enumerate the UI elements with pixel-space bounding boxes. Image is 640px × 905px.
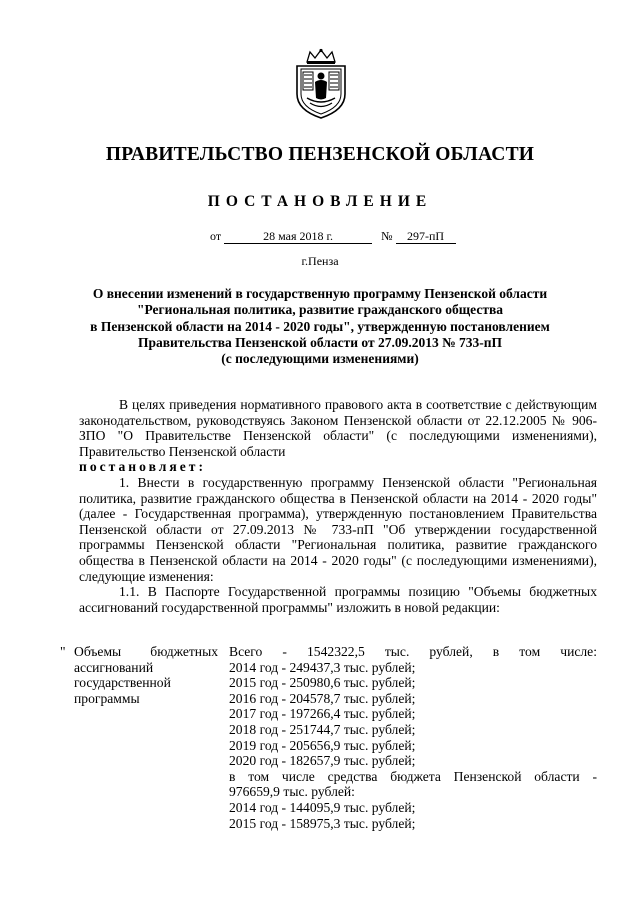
heading-line: (с последующими изменениями) — [221, 351, 419, 367]
document-type: ПОСТАНОВЛЕНИЕ — [207, 193, 433, 210]
intro-paragraph: В целях приведения нормативного правового акта в соответствие с действующим законодательством, руководствуясь Законом Пензенской области от 22.12.2005 № 906-ЗПО "О Правительстве Пензенской области" (с последующими изменениями), Правительство Пензенской области — [79, 397, 597, 459]
budget-year: 2019 год - 205656,9 тыс. рублей; — [229, 737, 416, 753]
item-1-paragraph: 1. Внести в государственную программу Пензенской области "Региональная политика, развитие гражданского общества в Пензенской области на 2014 - 2020 годы" (далее - Государственная программа), утвержденную постановлением Правительства Пензенской области от 27.09.2013 № 733-пП "Об утверждении государственной программы Пензенской области "Региональная политика, развитие гражданского общества в Пензенской области на 2014 - 2020 годы" (с последующими изменениями), следующие изменения: — [79, 474, 597, 584]
resolves-word: постановляет: — [79, 459, 206, 475]
budget-year: 2015 год - 250980,6 тыс. рублей; — [229, 675, 416, 691]
date-prefix: от — [210, 229, 222, 243]
regional-budget-line: в том числе средства бюджета Пензенской области - — [229, 768, 597, 784]
budget-year: 2014 год - 249437,3 тыс. рублей; — [229, 659, 416, 675]
heading-line: Правительства Пензенской области от 27.09.2013 № 733-пП — [137, 334, 503, 350]
document-number: 297-пП — [396, 229, 456, 244]
budget-year: 2020 год - 182657,9 тыс. рублей; — [229, 753, 416, 769]
regional-year: 2014 год - 144095,9 тыс. рублей; — [229, 799, 416, 815]
budget-label-line: Объемы бюджетных — [74, 644, 218, 659]
budget-label-line: ассигнований — [74, 659, 154, 675]
regional-budget-total: 976659,9 тыс. рублей: — [229, 784, 355, 800]
document-body — [79, 397, 597, 615]
budget-year: 2017 год - 197266,4 тыс. рублей; — [229, 706, 416, 722]
coat-of-arms-icon — [293, 48, 349, 120]
document-date: 28 мая 2018 г. — [224, 229, 372, 244]
heading-line: О внесении изменений в государственную программу Пензенской области — [92, 286, 548, 301]
opening-quote: " — [60, 644, 66, 659]
city: г.Пенза — [301, 254, 339, 268]
date-number-line — [210, 229, 456, 244]
budget-label-line: государственной — [74, 675, 171, 691]
budget-total: Всего - 1542322,5 тыс. рублей, в том числе: — [229, 644, 597, 659]
budget-label-line: программы — [74, 690, 140, 706]
regional-year: 2015 год - 158975,3 тыс. рублей; — [229, 815, 416, 831]
item-1-1-paragraph: 1.1. В Паспорте Государственной программы позицию "Объемы бюджетных ассигнований государственной программы" изложить в новой редакции: — [79, 584, 597, 615]
budget-values — [229, 644, 597, 831]
number-prefix: № — [381, 229, 393, 243]
heading-line: в Пензенской области на 2014 - 2020 годы", утвержденную постановлением — [90, 318, 550, 334]
document-heading — [60, 286, 580, 367]
budget-label — [74, 644, 218, 706]
heading-line: "Региональная политика, развитие гражданского общества — [136, 302, 503, 318]
government-title: ПРАВИТЕЛЬСТВО ПЕНЗЕНСКОЙ ОБЛАСТИ — [105, 144, 535, 165]
budget-year: 2016 год - 204578,7 тыс. рублей; — [229, 690, 416, 706]
budget-year: 2018 год - 251744,7 тыс. рублей; — [229, 721, 416, 737]
